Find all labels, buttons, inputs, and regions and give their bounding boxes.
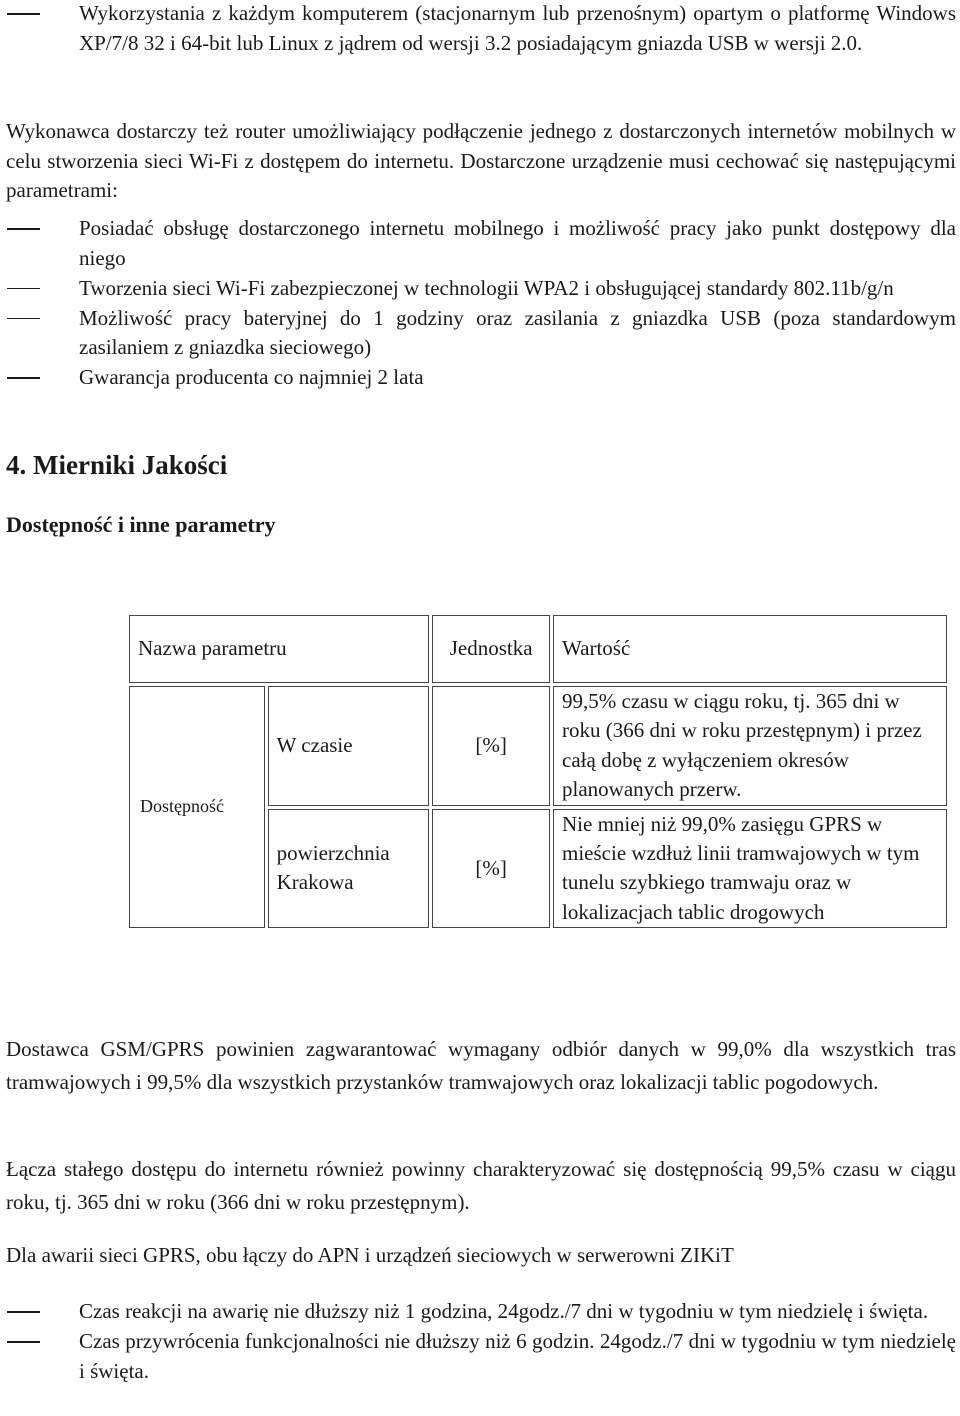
gsm-paragraph: Dostawca GSM/GPRS powinien zagwarantować wymagany odbiór danych w 99,0% dla wszystkich tras tramwajowych i 99,5% dla wszystkich przystanków tramwajowych oraz lokalizacji tablic pogodowych.	[6, 1037, 956, 1094]
list-item: Tworzenia sieci Wi-Fi zabezpieczonej w technologii WPA2 i obsługującej standardy 802.11b/g/n	[6, 274, 956, 304]
fixed-links-paragraph: Łącza stałego dostępu do internetu również powinny charakteryzować się dostępnością 99,5% czasu w ciągu roku, tj. 365 dni w roku (366 dni w roku przestępnym).	[6, 1157, 956, 1214]
router-requirements-list	[6, 214, 956, 393]
list-item: Posiadać obsługę dostarczonego internetu mobilnego i możliwość pracy jako punkt dostępowy dla niego	[6, 214, 956, 273]
list-item: Czas przywrócenia funkcjonalności nie dłuższy niż 6 godzin. 24godz./7 dni w tygodniu w tym niedzielę i święta.	[6, 1327, 956, 1386]
header-parameter-name: Nazwa parametru	[129, 615, 429, 683]
quality-parameters-table	[126, 612, 950, 931]
group-label-cell: Dostępność	[129, 686, 265, 928]
intro-list	[6, 0, 956, 58]
table-header-row	[129, 615, 947, 683]
list-item: Wykorzystania z każdym komputerem (stacjonarnym lub przenośnym) opartym o platformę Windows XP/7/8 32 i 64-bit lub Linux z jądrem od wersji 3.2 posiadającym gniazda USB w wersji 2.0.	[6, 0, 956, 58]
list-item: Gwarancja producenta co najmniej 2 lata	[6, 363, 956, 393]
list-item: Czas reakcji na awarię nie dłuższy niż 1 godzina, 24godz./7 dni w tygodniu w tym niedzielę i święta.	[6, 1297, 956, 1327]
unit-cell: [%]	[432, 686, 550, 806]
value-cell: 99,5% czasu w ciągu roku, tj. 365 dni w roku (366 dni w roku przestępnym) i przez całą dobę z wyłączeniem okresów planowanych przerw.	[553, 686, 947, 806]
value-cell: Nie mniej niż 99,0% zasięgu GPRS w mieście wzdłuż linii tramwajowych w tym tunelu szybkiego tramwaju oraz w lokalizacjach tablic drogowych	[553, 809, 947, 929]
parameter-name-cell: powierzchnia Krakowa	[268, 809, 430, 929]
table-row	[129, 686, 947, 806]
failure-response-list	[6, 1297, 956, 1387]
header-value: Wartość	[553, 615, 947, 683]
list-item: Możliwość pracy bateryjnej do 1 godziny oraz zasilania z gniazdka USB (poza standardowym zasilaniem z gniazdka sieciowego)	[6, 304, 956, 363]
parameter-name-cell: W czasie	[268, 686, 430, 806]
router-paragraph: Wykonawca dostarczy też router umożliwiający podłączenie jednego z dostarczonych internetów mobilnych w celu stworzenia sieci Wi-Fi z dostępem do internetu. Dostarczone urządzenie musi cechować się następującymi parametrami:	[6, 119, 956, 202]
subsection-heading: Dostępność i inne parametry	[6, 512, 276, 537]
header-unit: Jednostka	[432, 615, 550, 683]
section-heading: 4. Mierniki Jakości	[6, 450, 228, 480]
unit-cell: [%]	[432, 809, 550, 929]
failures-paragraph: Dla awarii sieci GPRS, obu łączy do APN i urządzeń sieciowych w serwerowni ZIKiT	[6, 1243, 734, 1267]
